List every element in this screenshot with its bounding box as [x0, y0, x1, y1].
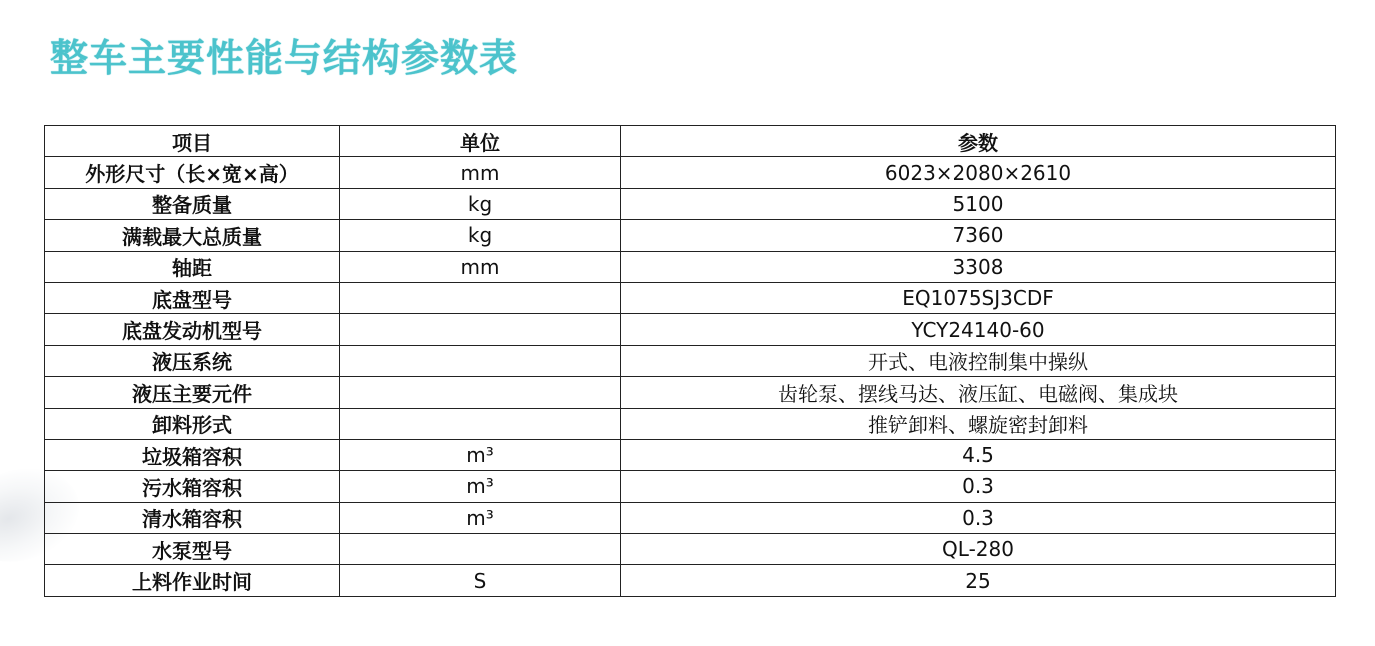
table-row — [45, 408, 1336, 439]
cell-item: 污水箱容积 — [45, 471, 340, 502]
cell-unit: mm — [340, 251, 621, 282]
cell-value: 7360 — [621, 220, 1336, 251]
cell-unit — [340, 314, 621, 345]
cell-unit: m³ — [340, 439, 621, 470]
cell-unit: kg — [340, 188, 621, 219]
cell-value: QL-280 — [621, 534, 1336, 565]
cell-value: 5100 — [621, 188, 1336, 219]
cell-value: 4.5 — [621, 439, 1336, 470]
cell-item: 底盘型号 — [45, 282, 340, 313]
table-row — [45, 565, 1336, 596]
cell-unit: mm — [340, 157, 621, 188]
cell-unit: S — [340, 565, 621, 596]
cell-unit — [340, 345, 621, 376]
header-unit: 单位 — [340, 126, 621, 157]
cell-unit: m³ — [340, 471, 621, 502]
cell-item: 清水箱容积 — [45, 502, 340, 533]
table-row — [45, 345, 1336, 376]
cell-value: 3308 — [621, 251, 1336, 282]
table-row — [45, 439, 1336, 470]
table-row — [45, 188, 1336, 219]
cell-value: YCY24140-60 — [621, 314, 1336, 345]
cell-value: 0.3 — [621, 502, 1336, 533]
cell-unit — [340, 377, 621, 408]
cell-item: 卸料形式 — [45, 408, 340, 439]
cell-value: 开式、电液控制集中操纵 — [621, 345, 1336, 376]
cell-value: EQ1075SJ3CDF — [621, 282, 1336, 313]
cell-unit — [340, 282, 621, 313]
table-row — [45, 251, 1336, 282]
cell-unit — [340, 534, 621, 565]
cell-unit — [340, 408, 621, 439]
table-row — [45, 220, 1336, 251]
header-item: 项目 — [45, 126, 340, 157]
table-header-row — [45, 126, 1336, 157]
cell-value: 齿轮泵、摆线马达、液压缸、电磁阀、集成块 — [621, 377, 1336, 408]
table-row — [45, 502, 1336, 533]
spec-table — [44, 125, 1336, 597]
cell-item: 水泵型号 — [45, 534, 340, 565]
table-row — [45, 282, 1336, 313]
cell-item: 轴距 — [45, 251, 340, 282]
cell-unit: kg — [340, 220, 621, 251]
cell-item: 液压系统 — [45, 345, 340, 376]
cell-item: 整备质量 — [45, 188, 340, 219]
cell-item: 底盘发动机型号 — [45, 314, 340, 345]
page-title: 整车主要性能与结构参数表 — [50, 36, 519, 80]
table-row — [45, 534, 1336, 565]
table-row — [45, 377, 1336, 408]
cell-unit: m³ — [340, 502, 621, 533]
cell-item: 外形尺寸（长×宽×高） — [45, 157, 340, 188]
header-value: 参数 — [621, 126, 1336, 157]
cell-item: 液压主要元件 — [45, 377, 340, 408]
cell-value: 6023×2080×2610 — [621, 157, 1336, 188]
cell-value: 25 — [621, 565, 1336, 596]
cell-item: 满载最大总质量 — [45, 220, 340, 251]
cell-item: 上料作业时间 — [45, 565, 340, 596]
table-row — [45, 157, 1336, 188]
table-row — [45, 471, 1336, 502]
cell-value: 0.3 — [621, 471, 1336, 502]
cell-value: 推铲卸料、螺旋密封卸料 — [621, 408, 1336, 439]
cell-item: 垃圾箱容积 — [45, 439, 340, 470]
table-row — [45, 314, 1336, 345]
